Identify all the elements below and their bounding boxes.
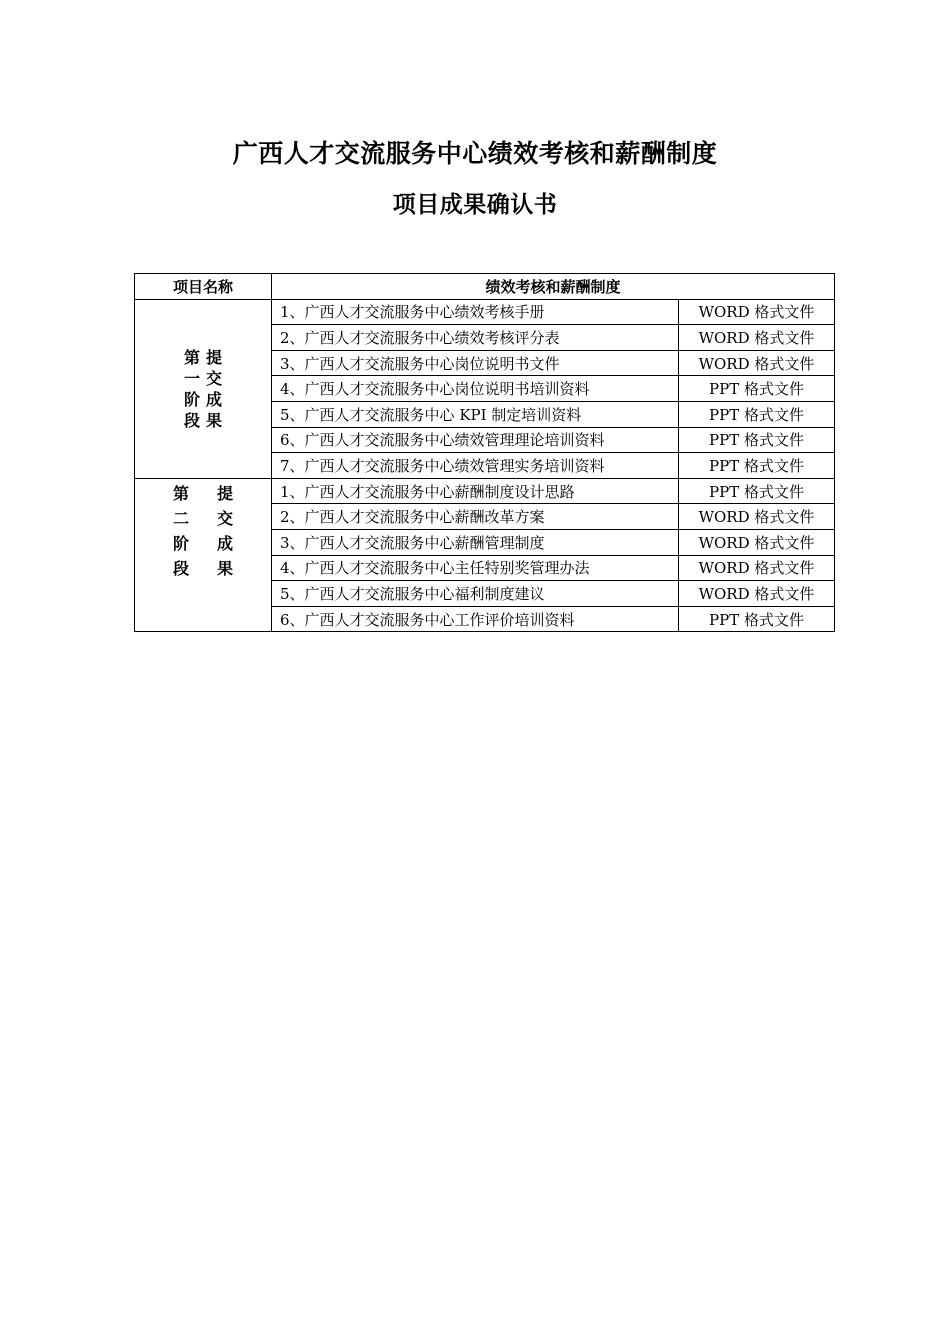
stage1-body [135,299,835,478]
stage1-char: 成 [205,389,222,409]
stage1-char: 阶 [183,389,200,409]
deliverable-format: WORD 格式文件 [679,529,835,555]
deliverable-format: WORD 格式文件 [679,581,835,607]
deliverable-name: 5、广西人才交流服务中心福利制度建议 [272,581,679,607]
deliverable-format: WORD 格式文件 [679,504,835,530]
stage1-char: 交 [205,368,222,388]
stage2-char: 果 [216,558,233,578]
deliverable-name: 3、广西人才交流服务中心薪酬管理制度 [272,529,679,555]
document-title: 广西人才交流服务中心绩效考核和薪酬制度 [232,139,718,168]
deliverable-name: 6、广西人才交流服务中心工作评价培训资料 [272,606,679,632]
table-row [135,478,835,504]
deliverable-name: 2、广西人才交流服务中心薪酬改革方案 [272,504,679,530]
stage2-label [135,478,272,632]
deliverable-format: PPT 格式文件 [679,376,835,402]
stage2-char: 成 [216,533,233,553]
deliverable-name: 3、广西人才交流服务中心岗位说明书文件 [272,350,679,376]
header-project-value: 绩效考核和薪酬制度 [272,274,835,300]
stage2-char: 二 [172,508,189,528]
deliverable-format: WORD 格式文件 [679,555,835,581]
deliverable-format: WORD 格式文件 [679,325,835,351]
stage1-label [135,299,272,478]
stage1-char: 果 [205,410,222,430]
deliverables-table [134,273,835,632]
table-header-row [135,274,835,300]
deliverable-name: 4、广西人才交流服务中心主任特别奖管理办法 [272,555,679,581]
deliverable-name: 2、广西人才交流服务中心绩效考核评分表 [272,325,679,351]
stage1-char: 第 [183,347,200,367]
deliverable-format: PPT 格式文件 [679,606,835,632]
document-subtitle: 项目成果确认书 [392,192,558,218]
deliverable-name: 1、广西人才交流服务中心薪酬制度设计思路 [272,478,679,504]
deliverable-format: PPT 格式文件 [679,401,835,427]
deliverable-name: 5、广西人才交流服务中心 KPI 制定培训资料 [272,401,679,427]
deliverable-name: 1、广西人才交流服务中心绩效考核手册 [272,299,679,325]
deliverable-format: PPT 格式文件 [679,478,835,504]
deliverable-format: PPT 格式文件 [679,453,835,479]
stage2-char: 第 [172,483,189,503]
deliverable-name: 6、广西人才交流服务中心绩效管理理论培训资料 [272,427,679,453]
table-row [135,299,835,325]
stage2-char: 段 [172,558,189,578]
stage1-char: 段 [183,410,200,430]
stage1-char: 提 [205,347,222,367]
header-project-name: 项目名称 [135,274,272,300]
deliverable-format: WORD 格式文件 [679,299,835,325]
deliverable-name: 4、广西人才交流服务中心岗位说明书培训资料 [272,376,679,402]
stage1-char: 一 [183,368,200,388]
stage2-char: 交 [216,508,233,528]
deliverable-format: WORD 格式文件 [679,350,835,376]
stage2-char: 阶 [172,533,189,553]
stage2-char: 提 [216,483,233,503]
stage2-body [135,478,835,632]
deliverable-format: PPT 格式文件 [679,427,835,453]
deliverable-name: 7、广西人才交流服务中心绩效管理实务培训资料 [272,453,679,479]
